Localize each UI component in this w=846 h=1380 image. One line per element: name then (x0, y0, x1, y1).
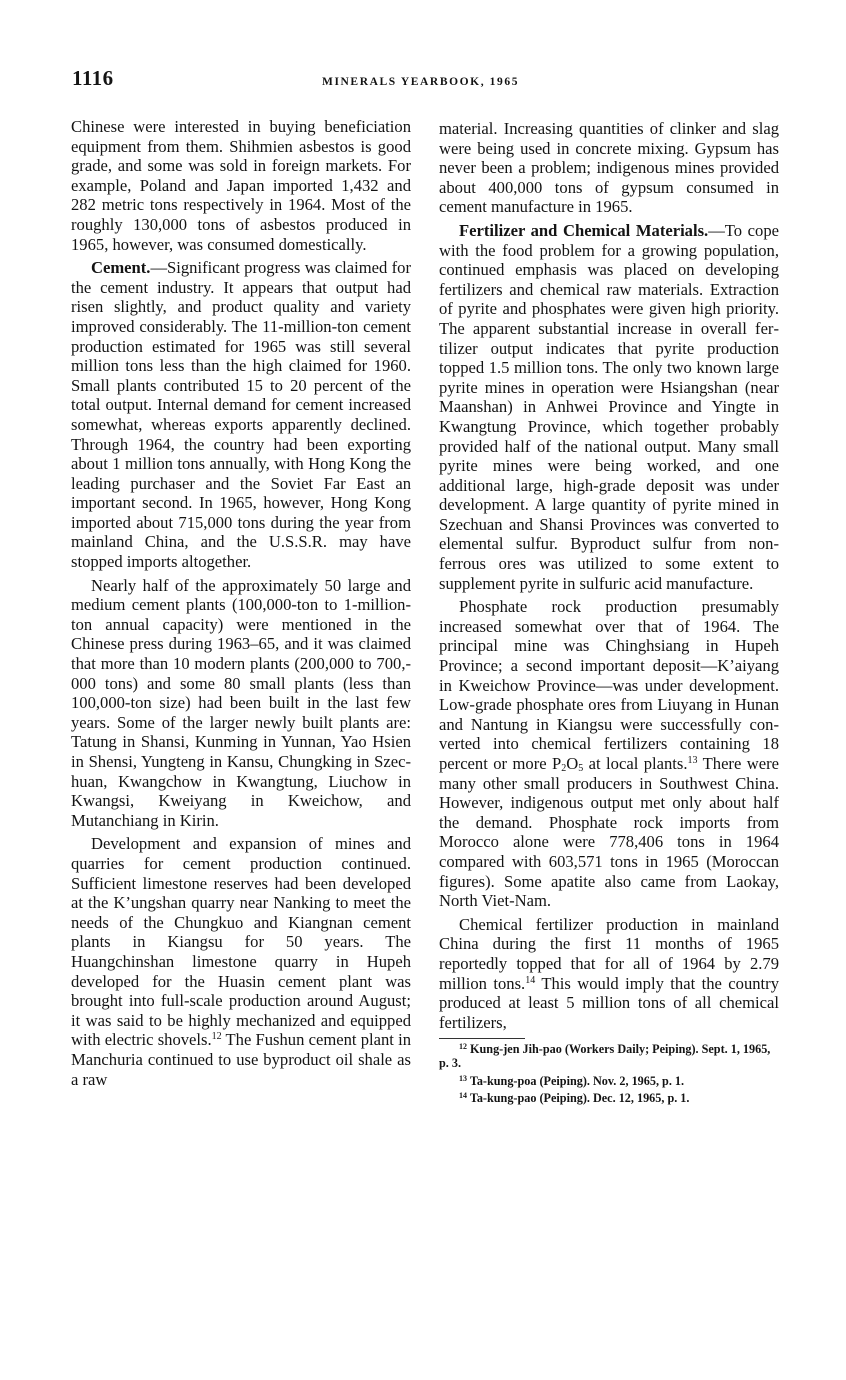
left-column (71, 117, 411, 1093)
footnote-12 (439, 1043, 779, 1070)
cement-text: —Significant progress was claimed for the cement industry. It appears that output had risen slightly, and product quality and variety improved considerably. The 11-million-ton cement production estimated for 1965 was still several million tons less than the high claimed for 1960. Small plants contributed 15 to 20 percent of the total output. Internal demand for cement increased somewhat, whereas exports apparently declined. Through 1964, the country had been exporting about 1 million tons annually, with Hong Kong the leading purchaser and the Soviet Far East an important second. In 1965, however, Hong Kong imported about 715,000 tons during the year from mainland China, and the U.S.S.R. may have stopped imports altogether. (71, 258, 411, 572)
paragraph-asbestos-continued: Chinese were interested in buying beneficiation equipment from them. Shihmien asbestos is good grade, and some was sold in foreign markets. For example, Poland and Japan imported 1,432 and 282 metric tons respectively in 1964. Most of the roughly 130,000 tons of asbestos produced in 1965, however, was consumed domestically. (71, 117, 411, 254)
paragraph-chemical-fertilizer (439, 915, 779, 1033)
right-column (439, 119, 779, 1110)
paragraph-cement-plants: Nearly half of the approximately 50 large and medium cement plants (100,000-ton to 1-million-ton annual capacity) were mentioned in the Chinese press during 1963–65, and it was claimed that more than 10 modern plants (200,000 to 700,000 tons) and some 80 small plants (less than 100,000-ton size) had been built in the last few years. Some of the larger newly built plants are: Tatung in Shansi, Kunming in Yunnan, Yao Hsien in Shensi, Yungteng in Kansu, Chungking in Szechuan, Kwangchow in Kwangtung, Liuchow in Kwangsi, Kweiyang in Kweichow, and Mutanchiang in Kirin. (71, 575, 411, 830)
fertilizer-text: —To cope with the food problem for a growing population, continued emphasis was placed on developing fertilizers and chemical raw materials. Extraction of pyrite and phosphates were given high priority. The apparent substantial increase in overall fertilizer output indicates that pyrite production topped 1.5 million tons. The only two known large pyrite mines in operation were Hsiangshan (near Maanshan) in Anhwei Province and Yingte in Kwangtung Province, which together probably provided half of the national output. Many small pyrite mines were being worked, and one additional large, high-grade deposit was under development. A large quantity of pyrite mined in Szechuan and Shansi Provinces was converted to elemental sulfur. Byproduct sulfur from nonferrous ores was utilized to some extent to supplement pyrite in sulfuric acid manufacture. (439, 220, 779, 593)
section-heading-fertilizer: Fertilizer and Chemical Materials. (459, 220, 709, 240)
footnote-ref-13: 13 (687, 755, 698, 766)
footnote-text: Ta-kung-pao (Peiping). Dec. 12, 1965, p. 1. (467, 1091, 690, 1106)
chemical-fertilizer-text-continued: This would imply that the country produced at least 5 million tons of all chemical fertilizers, (439, 973, 779, 1032)
formula-oxygen: O (566, 754, 579, 773)
phosphate-text-rest: There were many other small producers in Southwest China. However, indigenous output met only about half the demand. Phosphate rock imports from Morocco alone were 778,406 tons in 1964 compared with 603,571 tons in 1965 (Moroccan figures). Some apatite also came from Laokay, North Viet-Nam. (439, 754, 779, 911)
formula-subscript-2: 2 (561, 763, 567, 774)
paragraph-quarries (71, 834, 411, 1089)
footnote-divider (439, 1038, 525, 1039)
footnote-ref-14: 14 (525, 974, 536, 986)
formula-subscript-5: 5 (578, 763, 584, 774)
footnotes (439, 1043, 779, 1105)
footnote-number: 12 (459, 1042, 467, 1052)
running-title: MINERALS YEARBOOK, 1965 (322, 76, 520, 88)
section-heading-cement: Cement. (91, 258, 151, 278)
phosphate-text: Phosphate rock production presumably increased somewhat over that of 1964. The principal mine was Chinghsiang in Hupeh Province; a second important deposit—K’aiyang in Kweichow Province—was under development. Low-grade phosphate ores from Liuyang in Hunan and Nantung in Kiangsu were successfully converted into chemical fertilizers containing 18 percent or more P (439, 597, 779, 773)
footnote-text: Kung-jen Jih-pao (Workers Daily; Peiping). Sept. 1, 1965, p. 3. (439, 1042, 771, 1070)
footnote-number: 13 (459, 1073, 467, 1083)
phosphate-text-continued: at local plants. (583, 754, 688, 773)
footnote-text: Ta-kung-poa (Peiping). Nov. 2, 1965, p. 1. (467, 1073, 685, 1088)
quarries-text: Development and expansion of mines and quarries for cement production continued. Sufficient limestone reserves had been developed at the K’ungshan quarry near Nanking to meet the needs of the Chungkuo and Kiangnan cement plants in Kiangsu for 50 years. The Huangchinshan limestone quarry in Hupeh developed for the Huasin cement plant was brought into full-scale production around August; it was said to be highly mechanized and equipped with electric shovels. (71, 834, 411, 1050)
page-number: 1116 (72, 66, 114, 90)
footnote-number: 14 (459, 1091, 467, 1101)
quarries-text-continued: The Fushun cement plant in Manchuria continued to use byproduct oil shale as a raw (71, 1030, 411, 1089)
paragraph-raw-material: material. Increasing quantities of clinker and slag were being used in concrete mixing. Gypsum has never been a problem; indigenous mines provided about 400,000 tons of gypsum consumed in cement manufacture in 1965. (439, 119, 779, 217)
footnote-ref-12: 12 (211, 1031, 222, 1043)
paragraph-phosphate (439, 597, 779, 911)
footnote-13 (439, 1075, 779, 1089)
footnote-14 (439, 1092, 779, 1106)
chemical-fertilizer-text: Chemical fertilizer production in mainland China during the first 11 months of 1965 reportedly topped that for all of 1964 by 2.79 million tons. (439, 914, 779, 993)
paragraph-cement (71, 258, 411, 572)
paragraph-fertilizer (439, 221, 779, 593)
